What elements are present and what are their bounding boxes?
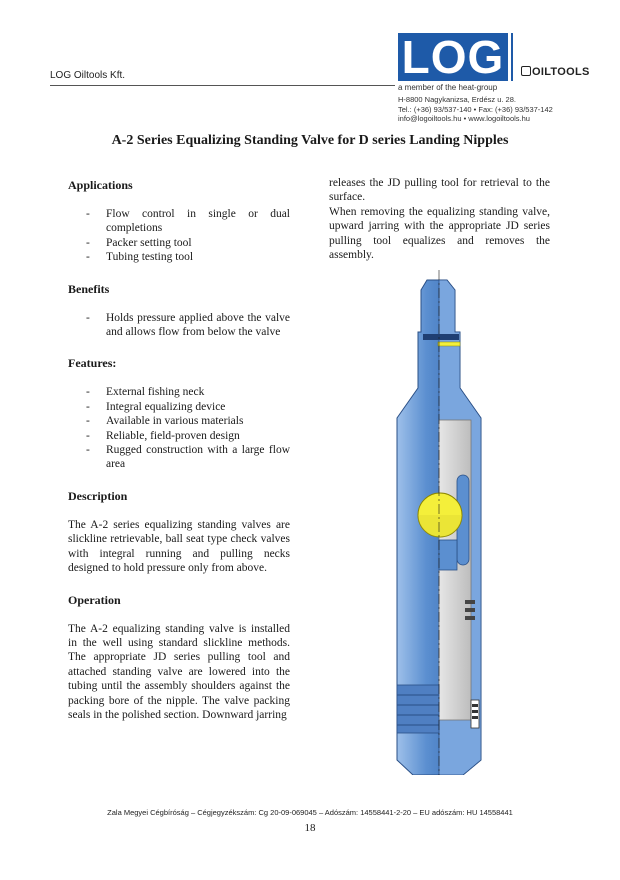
operation-text: The A-2 equalizing standing valve is installed in the well using standard slickline methods. The appropriate JD series pulling tool and attached standing valve are lowered into the tubing until the assembly shoulders against the packing bore of the nipple. The valve packing seals in the polished section. Downward jarring bbox=[68, 622, 290, 721]
operation-text-continued: releases the JD pulling tool for retrieval to the surface. bbox=[329, 177, 550, 204]
list-item: - Integral equalizing device bbox=[68, 400, 290, 414]
list-item: - Packer setting tool bbox=[68, 236, 290, 250]
neck-yellow-band bbox=[438, 342, 460, 346]
operation-heading: Operation bbox=[68, 592, 121, 607]
oiltools-badge-icon bbox=[521, 66, 531, 76]
document-title: A-2 Series Equalizing Standing Valve for D series Landing Nipples bbox=[111, 133, 509, 148]
benefits-list bbox=[68, 311, 290, 340]
list-item: - Tubing testing tool bbox=[68, 250, 290, 264]
address-line: info@logoiltools.hu • www.logoiltools.hu bbox=[398, 114, 530, 123]
left-column bbox=[68, 178, 290, 722]
description-heading: Description bbox=[68, 488, 128, 503]
seal-groove bbox=[465, 616, 475, 620]
list-item: - Holds pressure applied above the valve and allows flow from below the valve bbox=[68, 311, 290, 340]
oiltools-brand-text: OILTOOLS bbox=[532, 66, 590, 78]
standing-valve-illustration bbox=[385, 270, 495, 775]
features-list bbox=[68, 385, 290, 471]
seal-groove bbox=[465, 600, 475, 604]
list-item: - Available in various materials bbox=[68, 414, 290, 428]
packing-section bbox=[397, 685, 439, 733]
page-number: 18 bbox=[304, 822, 316, 834]
applications-list bbox=[68, 207, 290, 265]
neck-band bbox=[423, 334, 459, 340]
logo-divider bbox=[511, 33, 513, 81]
right-column bbox=[329, 176, 550, 262]
address-line: H-8800 Nagykanizsa, Erdész u. 28. bbox=[398, 95, 516, 104]
applications-heading: Applications bbox=[68, 178, 133, 192]
list-item: - Flow control in single or dual completions bbox=[68, 207, 290, 236]
list-item: - External fishing neck bbox=[68, 385, 290, 399]
logo-tagline: a member of the heat-group bbox=[398, 83, 498, 92]
list-item: - Reliable, field-proven design bbox=[68, 429, 290, 443]
ball-seat bbox=[439, 540, 457, 570]
features-heading: Features: bbox=[68, 356, 117, 371]
seal-groove bbox=[465, 608, 475, 612]
benefits-heading: Benefits bbox=[68, 281, 110, 296]
company-address bbox=[398, 95, 553, 124]
list-item: - Rugged construction with a large flow area bbox=[68, 443, 290, 472]
log-logo-text: LOG bbox=[401, 31, 505, 83]
operation-text-removal: When removing the equalizing standing valve, upward jarring with the appropriate JD series pulling tool equalizes and removes the assembly. bbox=[329, 205, 550, 262]
header-rule bbox=[50, 85, 395, 86]
oiltools-brand bbox=[521, 66, 590, 78]
address-line: Tel.: (+36) 93/537-140 • Fax: (+36) 93/537-142 bbox=[398, 104, 553, 114]
footer-registry: Zala Megyei Cégbíróság – Cégjegyzékszám: Cg 20-09-069045 – Adószám: 14558441-2-20 – EU adószám: HU 14558441 bbox=[107, 808, 513, 817]
description-text: The A-2 series equalizing standing valves are slickline retrievable, ball seat type check valves with integral running and pulling necks designed to hold pressure only from above. bbox=[68, 518, 290, 575]
company-name: LOG Oiltools Kft. bbox=[50, 70, 126, 81]
